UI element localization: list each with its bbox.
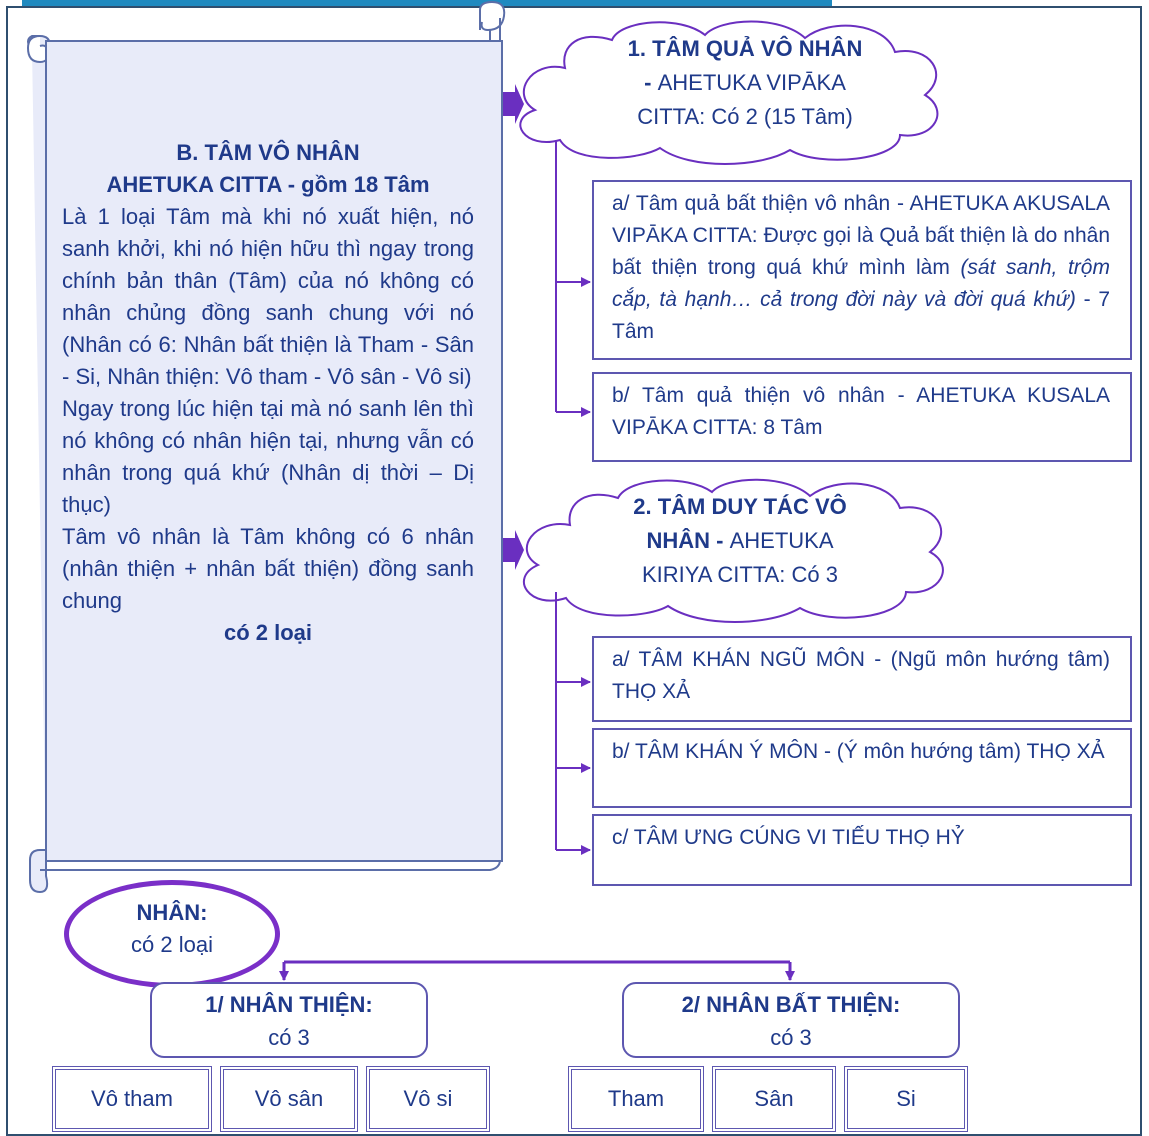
nhan-bat-thien-sub: có 3 [770, 1025, 812, 1050]
arrow-to-cloud-1 [503, 84, 524, 124]
nhan-root-sub: có 2 loại [131, 932, 213, 957]
cloud-1-dash: - [644, 70, 658, 95]
box-qua-bat-thien [592, 180, 1132, 360]
arrow-to-cloud-2 [503, 530, 524, 570]
leaf-san: Sân [712, 1066, 836, 1132]
box-qua-bat-thien-tail: - 7 Tâm [612, 288, 1111, 343]
box-qua-bat-thien-text: a/ Tâm quả bất thiện vô nhân - AHETUKA AKUSALA VIPĀKA CITTA: Được gọi là Quả bất thiện là do nhân bất thiện trong quá khứ mình làm [612, 192, 1110, 279]
box-qua-thien [592, 372, 1132, 462]
cloud-2-line1: 2. TÂM DUY TÁC VÔ [633, 494, 847, 519]
cloud-1-title: 1. TÂM QUẢ VÔ NHÂN [627, 36, 863, 61]
box-ung-cung [592, 814, 1132, 886]
scroll-paragraph-1: Là 1 loại Tâm mà khi nó xuất hiện, nó sanh khởi, khi nó hiện hữu thì ngay trong chính bản thân (Tâm) của nó không có nhân chủng đồng sanh chung với nó (Nhân có 6: Nhân bất thiện là Tham - Sân - Si, Nhân thiện: Vô tham - Vô sân - Vô si) [62, 204, 474, 389]
cloud-1-text [580, 32, 910, 134]
nhan-thien-title: 1/ NHÂN THIỆN: [205, 992, 373, 1017]
cloud-2-line3: KIRIYA CITTA: Có 3 [641, 562, 838, 587]
nhan-thien-box [150, 982, 428, 1058]
box-qua-thien-text: b/ Tâm quả thiện vô nhân - AHETUKA KUSALA VIPĀKA CITTA: 8 Tâm [612, 384, 1110, 439]
leaf-si: Si [844, 1066, 968, 1132]
scroll-text [62, 137, 474, 649]
cloud-1-line2: AHETUKA VIPĀKA [657, 70, 846, 95]
scroll-paragraph-2: Ngay trong lúc hiện tại mà nó sanh lên thì nó không có nhân hiện tại, nhưng vẫn có nhân trong quá khứ (Nhân dị thời – Dị thục) [62, 396, 474, 517]
nhan-bat-thien-box [622, 982, 960, 1058]
leaf-vo-si: Vô si [366, 1066, 490, 1132]
scroll-title-1: B. TÂM VÔ NHÂN [176, 140, 360, 165]
nhan-root-oval [64, 880, 280, 988]
box-khan-ngu-mon-text: a/ TÂM KHÁN NGŨ MÔN - (Ngũ môn hướng tâm) THỌ XẢ [612, 648, 1110, 703]
box-ung-cung-text: c/ TÂM ƯNG CÚNG VI TIẾU THỌ HỶ [612, 826, 965, 849]
nhan-thien-sub: có 3 [268, 1025, 310, 1050]
cloud-2-text [590, 490, 890, 592]
box-khan-y-mon [592, 728, 1132, 808]
scroll-footer: có 2 loại [223, 620, 313, 645]
nhan-root-title: NHÂN: [136, 900, 208, 925]
box-khan-y-mon-text: b/ TÂM KHÁN Ý MÔN - (Ý môn hướng tâm) THỌ XẢ [612, 740, 1105, 763]
nhan-bat-thien-title: 2/ NHÂN BẤT THIỆN: [681, 992, 901, 1017]
leaf-tham: Tham [568, 1066, 704, 1132]
cloud-1-line3: CITTA: Có 2 (15 Tâm) [637, 104, 853, 129]
leaf-vo-tham: Vô tham [52, 1066, 212, 1132]
scroll-paragraph-3: Tâm vô nhân là Tâm không có 6 nhân (nhân thiện + nhân bất thiện) đồng sanh chung [62, 524, 474, 613]
cloud-2-line2-rest: AHETUKA [729, 528, 834, 553]
leaf-vo-san: Vô sân [220, 1066, 358, 1132]
cloud-2-line2-bold: NHÂN - [646, 528, 730, 553]
scroll-title-2: AHETUKA CITTA - gồm 18 Tâm [106, 172, 430, 197]
box-khan-ngu-mon [592, 636, 1132, 722]
box-qua-bat-thien-italic: (sát sanh, trộm cắp, tà hạnh… cả trong đời này và đời quá khứ) [612, 256, 1110, 311]
